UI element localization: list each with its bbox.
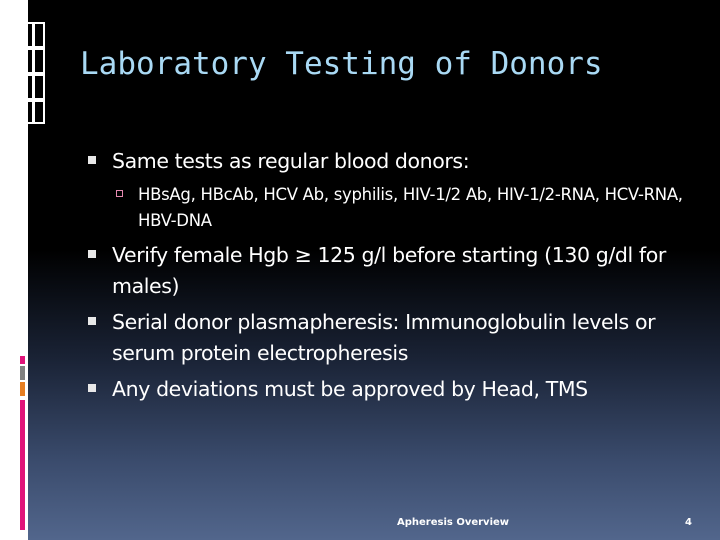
accent-bar-orange [20,382,25,396]
bullet-item [88,240,688,302]
square-bullet-icon [88,156,96,164]
sub-bullet-text: HBsAg, HBcAb, HCV Ab, syphilis, HIV-1/2 Ab, HIV-1/2-RNA, HCV-RNA, HBV-DNA [138,185,683,230]
bullet-list [88,146,688,410]
window-panes-icon [22,22,44,122]
accent-bar-pink-long [20,400,25,530]
bullet-text: Same tests as regular blood donors: [112,149,470,173]
bullet-text: Serial donor plasmapheresis: Immunoglobulin levels or serum protein electropheresis [112,310,656,365]
page-number: 4 [685,517,692,528]
square-bullet-icon [88,384,96,392]
footer-text: Apheresis Overview [397,517,510,528]
square-bullet-icon [88,250,96,258]
square-bullet-icon [88,317,96,325]
bullet-text: Any deviations must be approved by Head, TMS [112,377,588,401]
bullet-text: Verify female Hgb ≥ 125 g/l before starting (130 g/dl for males) [112,243,666,298]
sub-bullet-item [88,182,688,234]
slide-title: Laboratory Testing of Donors [80,46,603,82]
bullet-item [88,146,688,177]
accent-bar-pink [20,356,25,364]
bullet-item [88,374,688,405]
accent-bar-gray [20,366,25,380]
hollow-square-bullet-icon [116,190,123,197]
bullet-item [88,307,688,369]
